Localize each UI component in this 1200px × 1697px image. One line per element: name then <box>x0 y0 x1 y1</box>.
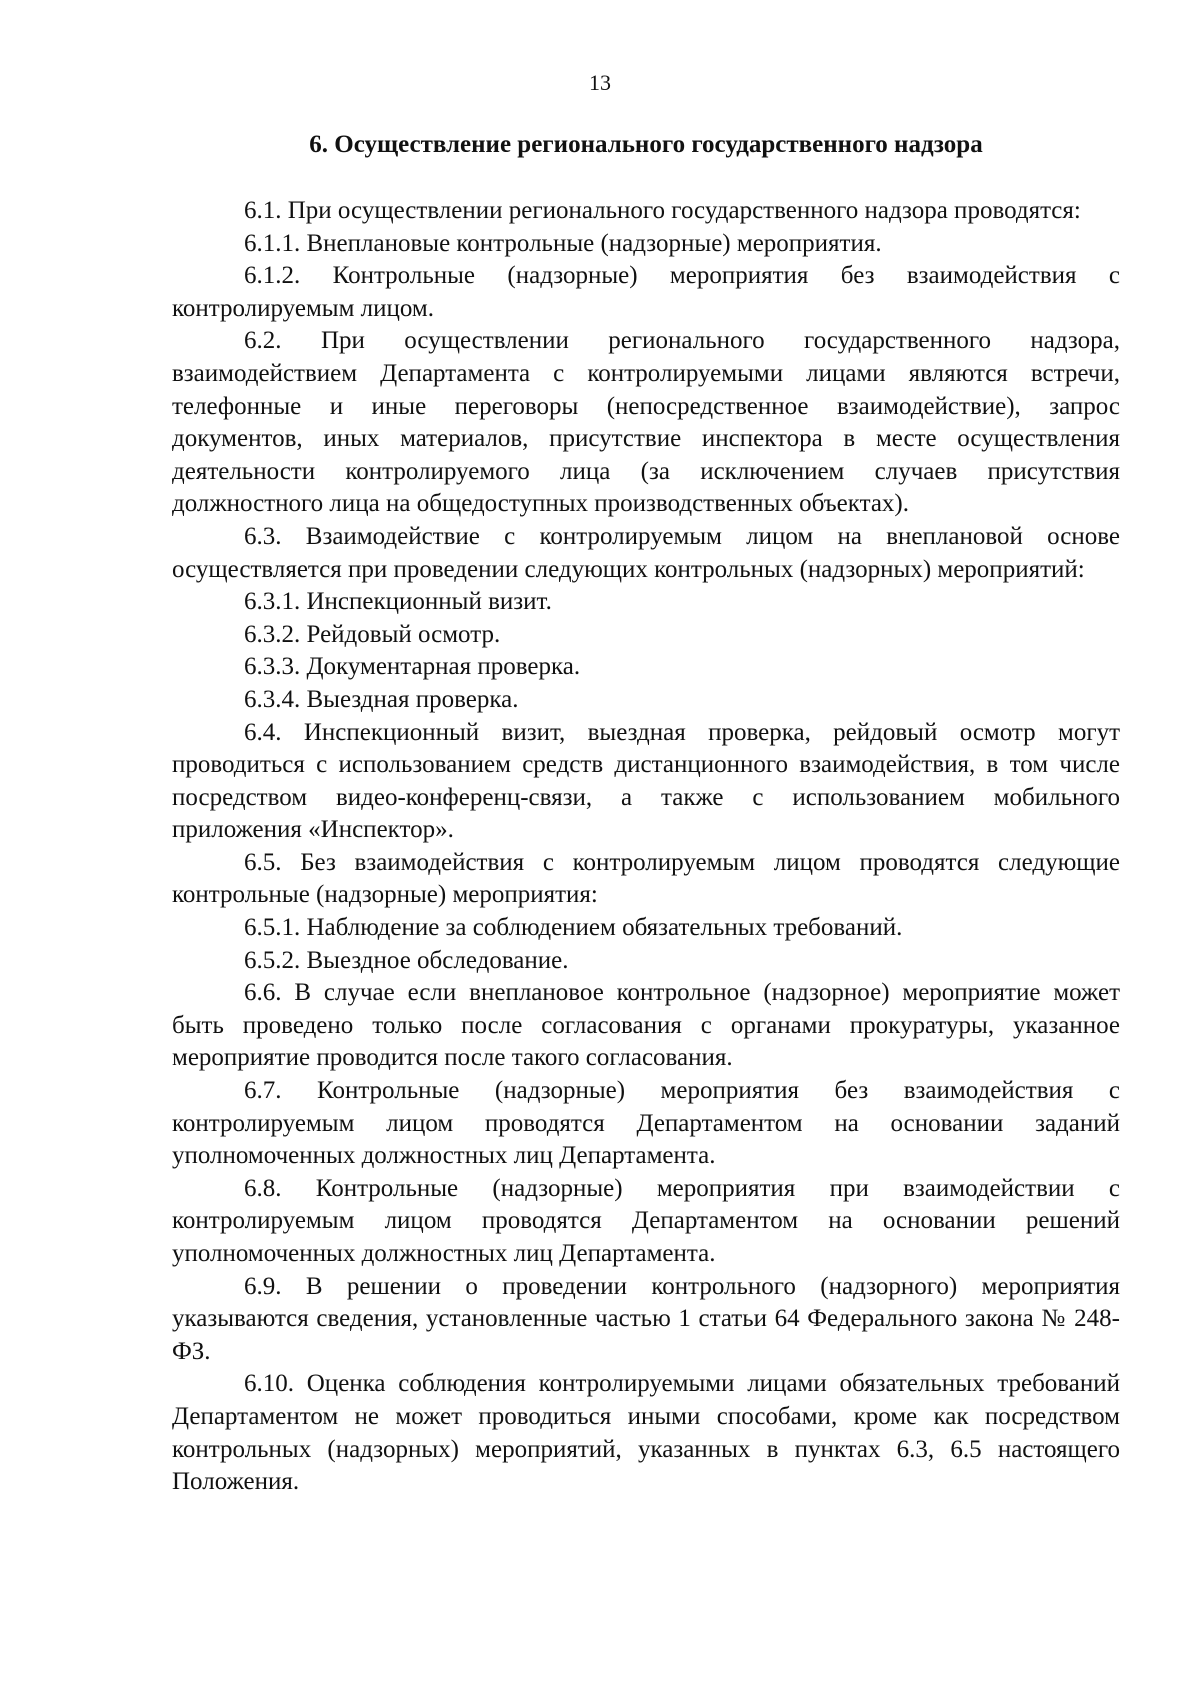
paragraph-6-5-2: 6.5.2. Выездное обследование. <box>244 946 569 974</box>
paragraph-6-1-1: 6.1.1. Внеплановые контрольные (надзорные) мероприятия. <box>244 229 882 257</box>
paragraph-6-9: 6.9. В решении о проведении контрольного (надзорного) мероприятия указываются сведения, установленные частью 1 статьи 64 Федерального закона № 248-ФЗ. <box>172 1272 1120 1365</box>
paragraph-6-3-1: 6.3.1. Инспекционный визит. <box>244 588 552 616</box>
page-number: 13 <box>589 70 611 95</box>
paragraph-6-3-3: 6.3.3. Документарная проверка. <box>244 653 581 681</box>
paragraph-6-5: 6.5. Без взаимодействия с контролируемым лицом проводятся следующие контрольные (надзорные) мероприятия: <box>172 848 1120 909</box>
paragraph-6-6: 6.6. В случае если внеплановое контрольное (надзорное) мероприятие может быть проведено только после согласования с органами прокуратуры, указанное мероприятие проводится после такого согласования. <box>172 979 1120 1072</box>
paragraph-6-2: 6.2. При осуществлении регионального государственного надзора, взаимодействием Департамента с контролируемыми лицами являются встречи, телефонные и иные переговоры (непосредственное взаимодействие), запрос документов, иных материалов, присутствие инспектора в месте осуществления деятельности контролируемого лица (за исключением случаев присутствия должностного лица на общедоступных производственных объектах). <box>172 327 1120 518</box>
paragraph-6-10: 6.10. Оценка соблюдения контролируемыми лицами обязательных требований Департаментом не может проводиться иными способами, кроме как посредством контрольных (надзорных) мероприятий, указанных в пунктах 6.3, 6.5 настоящего Положения. <box>172 1370 1120 1496</box>
paragraph-6-4: 6.4. Инспекционный визит, выездная проверка, рейдовый осмотр могут проводиться с использованием средств дистанционного взаимодействия, в том числе посредством видео-конференц-связи, а также с использованием мобильного приложения «Инспектор». <box>172 718 1120 844</box>
paragraph-6-1: 6.1. При осуществлении регионального государственного надзора проводятся: <box>244 197 1081 224</box>
document-body <box>172 195 1120 1499</box>
paragraph-6-3: 6.3. Взаимодействие с контролируемым лицом на внеплановой основе осуществляется при проведении следующих контрольных (надзорных) мероприятий: <box>172 522 1120 583</box>
paragraph-6-3-4: 6.3.4. Выездная проверка. <box>244 685 519 713</box>
paragraph-6-1-2: 6.1.2. Контрольные (надзорные) мероприятия без взаимодействия с контролируемым лицом. <box>172 262 1120 322</box>
paragraph-6-8: 6.8. Контрольные (надзорные) мероприятия при взаимодействии с контролируемым лицом проводятся Департаментом на основании решений уполномоченных должностных лиц Департамента. <box>172 1174 1120 1267</box>
paragraph-6-5-1: 6.5.1. Наблюдение за соблюдением обязательных требований. <box>244 914 903 942</box>
section-title: 6. Осуществление регионального государственного надзора <box>309 131 983 158</box>
paragraph-6-3-2: 6.3.2. Рейдовый осмотр. <box>244 620 501 648</box>
paragraph-6-7: 6.7. Контрольные (надзорные) мероприятия без взаимодействия с контролируемым лицом проводятся Департаментом на основании заданий уполномоченных должностных лиц Департамента. <box>172 1077 1120 1170</box>
